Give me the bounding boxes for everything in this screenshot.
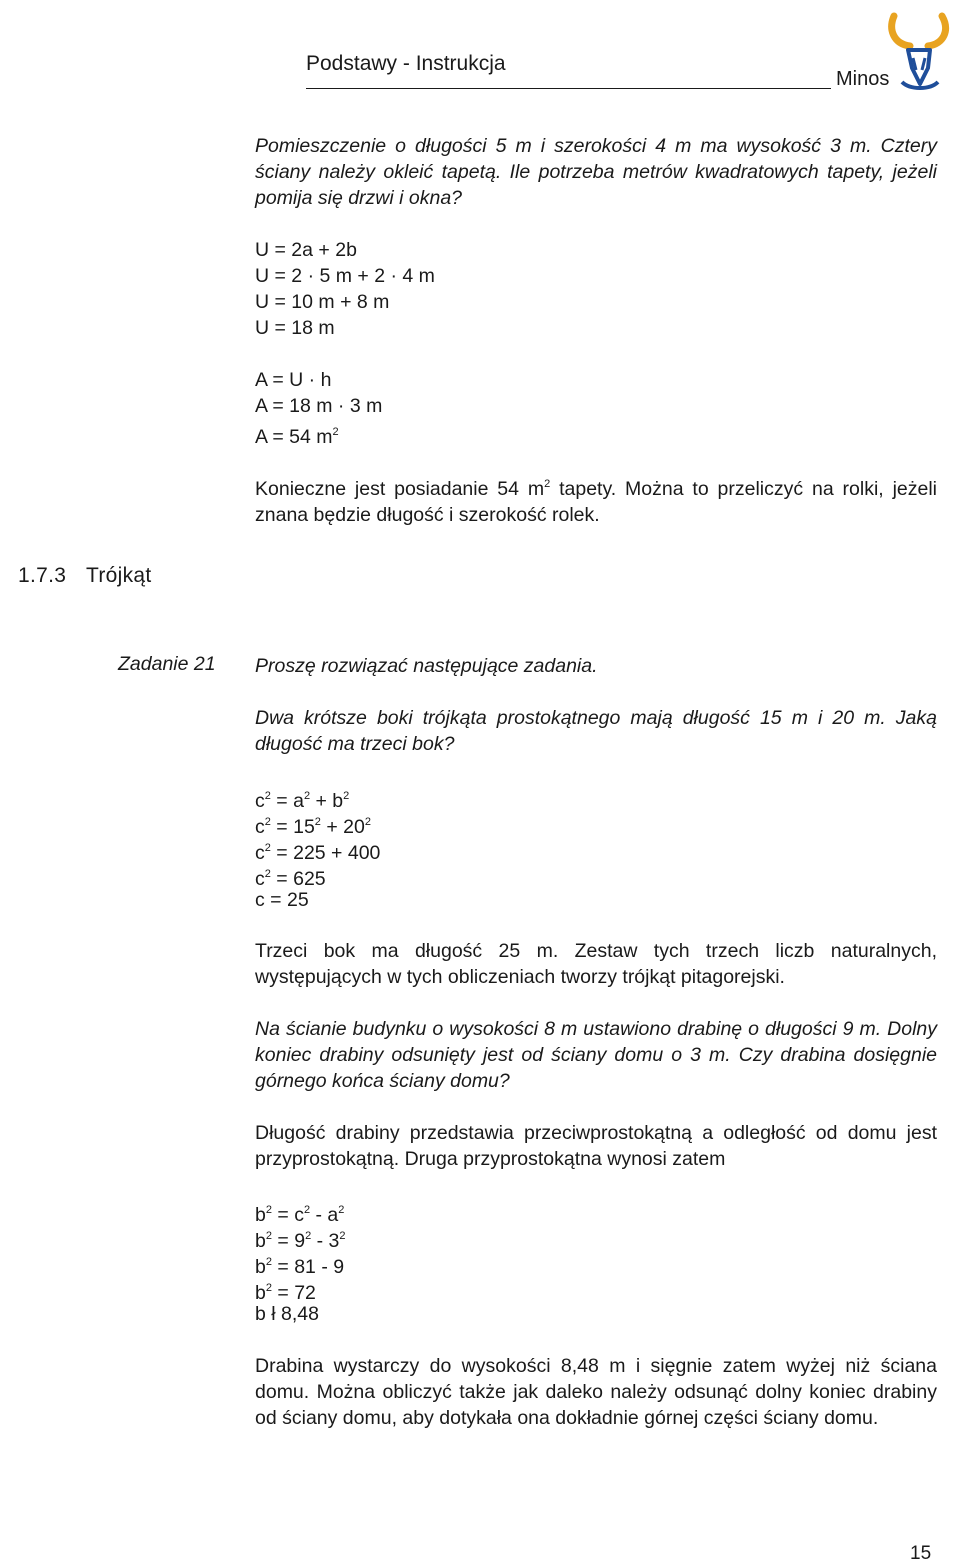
calc-line: $b^2 = c^2 - a^2$ <box>255 1204 345 1226</box>
calc-perimeter <box>255 237 937 341</box>
calc-line: $c^2 = 15^2 + 20^2$ <box>255 816 371 838</box>
conclusion-wallpaper: Konieczne jest posiadanie 54 $m^2$ tapety. Można to przeliczyć na rolki, jeżeli znana będzie długość i szerokość rolek. <box>255 478 938 526</box>
zadanie-intro: Proszę rozwiązać następujące zadania. <box>255 655 598 677</box>
calc-line: $b^2 = 9^2 - 3^2$ <box>255 1230 346 1252</box>
zadanie-label: Zadanie 21 <box>118 653 216 675</box>
calc-line: U = 2 · 5 m + 2 · 4 m <box>255 265 435 287</box>
calc-line: $c^2 = a^2 + b^2$ <box>255 790 350 812</box>
calc-area <box>255 367 937 448</box>
calc-pythagoras <box>255 783 937 913</box>
task-ladder: Na ścianie budynku o wysokości 8 m ustawiono drabinę o długości 9 m. Dolny koniec drabiny odsunięty jest od ściany domu o 3 m. Czy drabina dosięgnie górnego końca ściany domu? <box>255 1018 937 1092</box>
section-title: Trójkąt <box>86 564 152 587</box>
calc-line: $b^2 = 81 - 9$ <box>255 1256 345 1278</box>
calc-line: $b^2 = 72$ <box>255 1282 316 1304</box>
calc-line: U = 10 m + 8 m <box>255 291 390 313</box>
calc-line: $c^2 = 625$ <box>255 868 326 890</box>
section-number: 1.7.3 <box>18 564 67 587</box>
calc-line: A = U · h <box>255 369 332 391</box>
calc-line: A = 18 m · 3 m <box>255 395 383 417</box>
answer-ladder: Drabina wystarczy do wysokości 8,48 m i sięgnie zatem wyżej niż ściana domu. Można obliczyć także jak daleko należy odsunąć dolny koniec drabiny od ściany domu, aby dotykała ona dokładnie górnej części ściany domu. <box>255 1355 937 1429</box>
explain-ladder: Długość drabiny przedstawia przeciwprostokątną a odległość od domu jest przyprostokątną. Druga przyprostokątna wynosi zatem <box>255 1122 937 1170</box>
header-brand: Minos <box>836 68 890 90</box>
calc-line: A = 54 $m^2$ <box>255 426 339 448</box>
header-rule <box>306 88 831 89</box>
task-triangle: Dwa krótsze boki trójkąta prostokątnego mają długość 15 m i 20 m. Jaką długość ma trzeci bok? <box>255 707 937 755</box>
answer-triangle: Trzeci bok ma długość 25 m. Zestaw tych trzech liczb naturalnych, występujących w tych obliczeniach tworzy trójkąt pitagorejski. <box>255 940 937 988</box>
calc-line: U = 18 m <box>255 317 335 339</box>
calc-line: U = 2a + 2b <box>255 239 357 261</box>
calc-ladder <box>255 1197 937 1327</box>
task-wallpaper: Pomieszczenie o długości 5 m i szerokości 4 m ma wysokość 3 m. Cztery ściany należy okleić tapetą. Ile potrzeba metrów kwadratowych tapety, jeżeli pomija się drzwi i okna? <box>255 135 937 209</box>
header-title: Podstawy - Instrukcja <box>306 52 506 75</box>
page-number: 15 <box>910 1543 932 1564</box>
section-heading <box>18 564 152 588</box>
calc-line: c = 25 <box>255 889 309 911</box>
calc-line: b ł 8,48 <box>255 1303 319 1325</box>
calc-line: $c^2 = 225 + 400$ <box>255 842 381 864</box>
minos-bull-logo-icon <box>880 10 958 94</box>
